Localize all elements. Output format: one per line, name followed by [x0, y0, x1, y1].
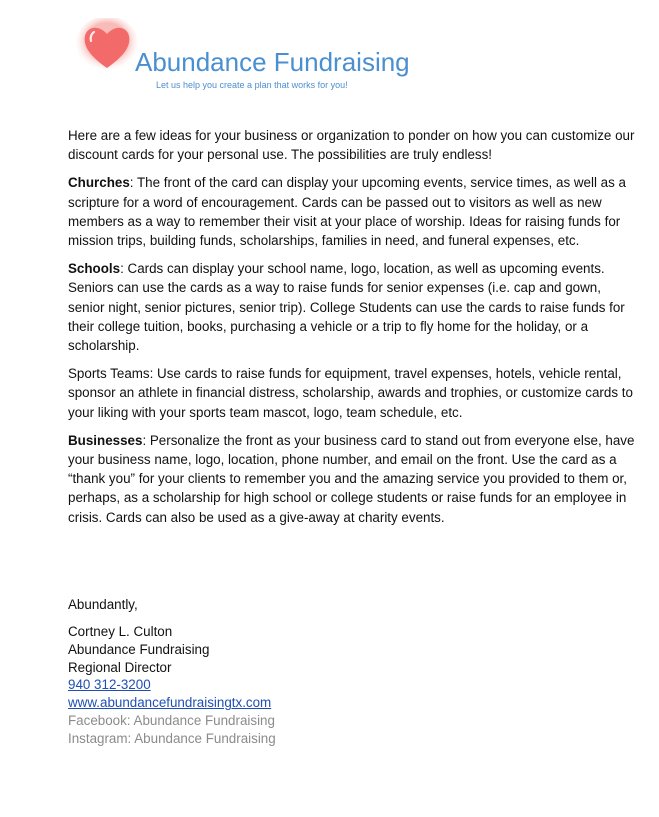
schools-paragraph — [68, 259, 640, 355]
closing: Abundantly, — [68, 596, 138, 612]
tagline: Let us help you create a plan that works for you! — [156, 80, 348, 90]
churches-paragraph — [68, 173, 640, 250]
facebook-handle: Facebook: Abundance Fundraising — [68, 713, 275, 729]
signature-block — [68, 623, 640, 748]
phone-link[interactable]: 940 312-3200 — [68, 677, 151, 693]
businesses-label: Businesses — [68, 432, 143, 448]
signer-company: Abundance Fundraising — [68, 641, 210, 657]
letterhead — [70, 14, 490, 99]
heart-icon — [76, 18, 138, 74]
businesses-text: : Personalize the front as your business card to stand out from everyone else, have your business name, logo, location, phone number, and email on the front. Use the card as a “thank you” for your clients to remember you and the amazing service you provided to them or, perhaps, as a scholarship for high school or college students or raise funds for an employee in crisis. Cards can also be used as a give-away at charity events. — [68, 432, 635, 525]
businesses-paragraph — [68, 431, 640, 527]
schools-text: : Cards can display your school name, logo, location, as well as upcoming events. Seniors can use the cards as a way to raise funds for senior expenses (i.e. cap and gown, senior night, senior pictures, senior trip). College Students can use the cards to raise funds for their college tuition, books, purchasing a vehicle or a trip to fly home for the holiday, or a scholarship. — [68, 261, 625, 354]
schools-label: Schools — [68, 261, 121, 277]
signer-title: Regional Director — [68, 659, 172, 675]
website-link[interactable]: www.abundancefundraisingtx.com — [68, 695, 272, 711]
letter-body — [68, 126, 640, 748]
churches-label: Churches — [68, 175, 130, 191]
instagram-handle: Instagram: Abundance Fundraising — [68, 730, 276, 746]
company-name: Abundance Fundraising — [135, 47, 410, 77]
sports-paragraph: Sports Teams: Use cards to raise funds for equipment, travel expenses, hotels, vehicle rental, sponsor an athlete in financial distress, scholarship, awards and trophies, or customize cards to your liking with your sports team mascot, logo, team schedule, etc. — [68, 366, 633, 420]
churches-text: : The front of the card can display your upcoming events, service times, as well as a scripture for a word of encouragement. Cards can be passed out to visitors as well as new members as a way to remember their visit at your place of worship. Ideas for raising funds for mission trips, building funds, scholarships, families in need, and funeral expenses, etc. — [68, 175, 626, 249]
intro-paragraph: Here are a few ideas for your business or organization to ponder on how you can customize our discount cards for your personal use. The possibilities are truly endless! — [68, 128, 635, 163]
signer-name: Cortney L. Culton — [68, 624, 173, 640]
